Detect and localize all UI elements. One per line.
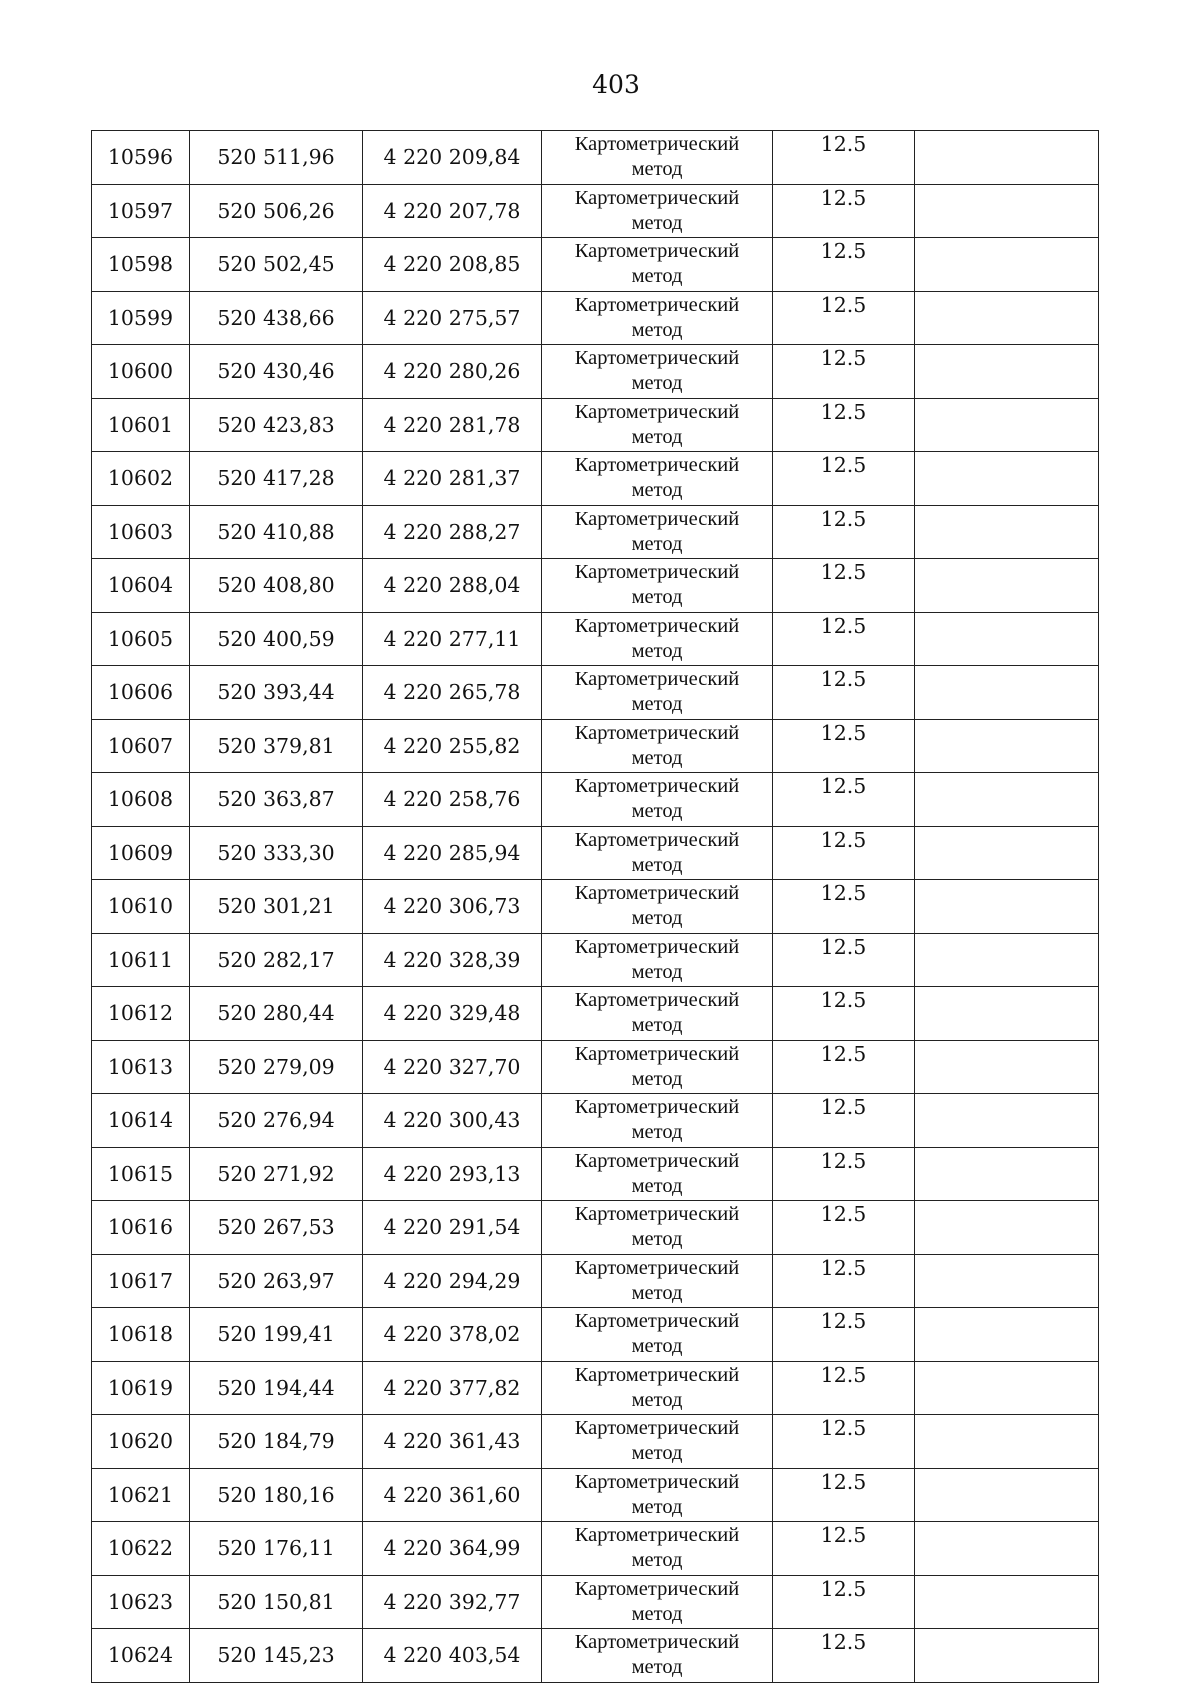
x-coordinate-cell: 520 267,53 xyxy=(190,1201,363,1255)
method-cell xyxy=(542,1094,773,1148)
note-cell xyxy=(915,1522,1099,1576)
point-number-cell: 10617 xyxy=(92,1254,190,1308)
y-coordinate-cell: 4 220 306,73 xyxy=(363,880,542,934)
table-row xyxy=(92,933,1099,987)
accuracy-cell: 12.5 xyxy=(773,1575,915,1629)
point-number-cell: 10610 xyxy=(92,880,190,934)
x-coordinate-cell: 520 400,59 xyxy=(190,612,363,666)
method-cell xyxy=(542,987,773,1041)
y-coordinate-cell: 4 220 258,76 xyxy=(363,773,542,827)
accuracy-cell: 12.5 xyxy=(773,559,915,613)
accuracy-cell: 12.5 xyxy=(773,1522,915,1576)
method-cell xyxy=(542,826,773,880)
method-line-2: метод xyxy=(631,1281,683,1304)
method-line-2: метод xyxy=(631,639,683,662)
table-row xyxy=(92,612,1099,666)
method-line-1: Картометрический xyxy=(574,293,740,316)
y-coordinate-cell: 4 220 392,77 xyxy=(363,1575,542,1629)
x-coordinate-cell: 520 276,94 xyxy=(190,1094,363,1148)
point-number-cell: 10600 xyxy=(92,345,190,399)
x-coordinate-cell: 520 150,81 xyxy=(190,1575,363,1629)
table-row xyxy=(92,1094,1099,1148)
table-row xyxy=(92,505,1099,559)
method-cell xyxy=(542,612,773,666)
point-number-cell: 10623 xyxy=(92,1575,190,1629)
method-line-1: Картометрический xyxy=(574,721,740,744)
page-number: 403 xyxy=(592,70,640,99)
note-cell xyxy=(915,1201,1099,1255)
method-line-1: Картометрический xyxy=(574,1363,740,1386)
note-cell xyxy=(915,1468,1099,1522)
method-line-1: Картометрический xyxy=(574,347,740,369)
y-coordinate-cell: 4 220 293,13 xyxy=(363,1147,542,1201)
method-line-2: метод xyxy=(631,1656,683,1678)
table-row xyxy=(92,666,1099,720)
x-coordinate-cell: 520 282,17 xyxy=(190,933,363,987)
note-cell xyxy=(915,1040,1099,1094)
table-row xyxy=(92,131,1099,185)
x-coordinate-cell: 520 417,28 xyxy=(190,452,363,506)
method-cell xyxy=(542,1522,773,1576)
x-coordinate-cell: 520 363,87 xyxy=(190,773,363,827)
point-number-cell: 10622 xyxy=(92,1522,190,1576)
note-cell xyxy=(915,826,1099,880)
point-number-cell: 10616 xyxy=(92,1201,190,1255)
accuracy-cell: 12.5 xyxy=(773,345,915,399)
method-line-1: Картометрический xyxy=(574,1310,740,1332)
y-coordinate-cell: 4 220 300,43 xyxy=(363,1094,542,1148)
method-line-2: метод xyxy=(631,586,683,608)
point-number-cell: 10613 xyxy=(92,1040,190,1094)
accuracy-cell: 12.5 xyxy=(773,826,915,880)
method-cell xyxy=(542,505,773,559)
method-cell xyxy=(542,452,773,506)
y-coordinate-cell: 4 220 288,04 xyxy=(363,559,542,613)
y-coordinate-cell: 4 220 281,78 xyxy=(363,398,542,452)
point-number-cell: 10603 xyxy=(92,505,190,559)
point-number-cell: 10597 xyxy=(92,184,190,238)
method-line-2: метод xyxy=(631,1549,683,1571)
table-row xyxy=(92,1468,1099,1522)
x-coordinate-cell: 520 145,23 xyxy=(190,1629,363,1683)
x-coordinate-cell: 520 280,44 xyxy=(190,987,363,1041)
note-cell xyxy=(915,880,1099,934)
point-number-cell: 10604 xyxy=(92,559,190,613)
method-line-1: Картометрический xyxy=(574,1470,740,1493)
point-number-cell: 10601 xyxy=(92,398,190,452)
note-cell xyxy=(915,238,1099,292)
point-number-cell: 10614 xyxy=(92,1094,190,1148)
accuracy-cell: 12.5 xyxy=(773,505,915,559)
method-cell xyxy=(542,131,773,185)
y-coordinate-cell: 4 220 364,99 xyxy=(363,1522,542,1576)
accuracy-cell: 12.5 xyxy=(773,238,915,292)
table-row xyxy=(92,1308,1099,1362)
x-coordinate-cell: 520 194,44 xyxy=(190,1361,363,1415)
table-row xyxy=(92,773,1099,827)
y-coordinate-cell: 4 220 378,02 xyxy=(363,1308,542,1362)
method-line-2: метод xyxy=(631,853,683,876)
note-cell xyxy=(915,452,1099,506)
x-coordinate-cell: 520 438,66 xyxy=(190,291,363,345)
method-cell xyxy=(542,238,773,292)
accuracy-cell: 12.5 xyxy=(773,773,915,827)
accuracy-cell: 12.5 xyxy=(773,452,915,506)
coordinates-table xyxy=(91,130,1099,1683)
method-line-1: Картометрический xyxy=(574,186,740,209)
method-cell xyxy=(542,880,773,934)
table-row xyxy=(92,238,1099,292)
point-number-cell: 10619 xyxy=(92,1361,190,1415)
accuracy-cell: 12.5 xyxy=(773,1361,915,1415)
method-line-2: метод xyxy=(631,265,683,287)
note-cell xyxy=(915,184,1099,238)
point-number-cell: 10607 xyxy=(92,719,190,773)
table-row xyxy=(92,1522,1099,1576)
method-line-1: Картометрический xyxy=(574,935,740,958)
x-coordinate-cell: 520 379,81 xyxy=(190,719,363,773)
y-coordinate-cell: 4 220 288,27 xyxy=(363,505,542,559)
accuracy-cell: 12.5 xyxy=(773,666,915,720)
method-line-1: Картометрический xyxy=(574,1524,740,1546)
method-cell xyxy=(542,1201,773,1255)
table-row xyxy=(92,452,1099,506)
method-cell xyxy=(542,666,773,720)
x-coordinate-cell: 520 263,97 xyxy=(190,1254,363,1308)
point-number-cell: 10609 xyxy=(92,826,190,880)
method-line-1: Картометрический xyxy=(574,1256,740,1279)
table-row xyxy=(92,826,1099,880)
method-cell xyxy=(542,1468,773,1522)
note-cell xyxy=(915,1629,1099,1683)
accuracy-cell: 12.5 xyxy=(773,1147,915,1201)
y-coordinate-cell: 4 220 209,84 xyxy=(363,131,542,185)
y-coordinate-cell: 4 220 281,37 xyxy=(363,452,542,506)
method-line-2: метод xyxy=(631,1014,683,1036)
point-number-cell: 10598 xyxy=(92,238,190,292)
method-cell xyxy=(542,398,773,452)
method-cell xyxy=(542,1040,773,1094)
method-line-2: метод xyxy=(631,479,683,501)
y-coordinate-cell: 4 220 294,29 xyxy=(363,1254,542,1308)
method-line-2: метод xyxy=(631,1388,683,1411)
note-cell xyxy=(915,933,1099,987)
method-line-2: метод xyxy=(631,211,683,234)
point-number-cell: 10621 xyxy=(92,1468,190,1522)
note-cell xyxy=(915,131,1099,185)
point-number-cell: 10608 xyxy=(92,773,190,827)
method-line-2: метод xyxy=(631,1174,683,1197)
point-number-cell: 10596 xyxy=(92,131,190,185)
note-cell xyxy=(915,1254,1099,1308)
accuracy-cell: 12.5 xyxy=(773,880,915,934)
y-coordinate-cell: 4 220 208,85 xyxy=(363,238,542,292)
note-cell xyxy=(915,987,1099,1041)
method-cell xyxy=(542,1415,773,1469)
note-cell xyxy=(915,666,1099,720)
point-number-cell: 10615 xyxy=(92,1147,190,1201)
method-line-2: метод xyxy=(631,425,683,448)
method-line-1: Картометрический xyxy=(574,614,740,637)
method-line-1: Картометрический xyxy=(574,828,740,851)
method-line-2: метод xyxy=(631,1495,683,1518)
table-row xyxy=(92,719,1099,773)
note-cell xyxy=(915,1415,1099,1469)
table-row xyxy=(92,1147,1099,1201)
accuracy-cell: 12.5 xyxy=(773,291,915,345)
y-coordinate-cell: 4 220 275,57 xyxy=(363,291,542,345)
accuracy-cell: 12.5 xyxy=(773,933,915,987)
method-line-1: Картометрический xyxy=(574,1631,740,1653)
method-cell xyxy=(542,1147,773,1201)
note-cell xyxy=(915,291,1099,345)
method-line-2: метод xyxy=(631,1228,683,1250)
method-line-2: метод xyxy=(631,693,683,715)
point-number-cell: 10602 xyxy=(92,452,190,506)
method-line-1: Картометрический xyxy=(574,989,740,1011)
accuracy-cell: 12.5 xyxy=(773,398,915,452)
y-coordinate-cell: 4 220 277,11 xyxy=(363,612,542,666)
x-coordinate-cell: 520 393,44 xyxy=(190,666,363,720)
method-line-2: метод xyxy=(631,318,683,341)
table-row xyxy=(92,1629,1099,1683)
x-coordinate-cell: 520 279,09 xyxy=(190,1040,363,1094)
note-cell xyxy=(915,719,1099,773)
y-coordinate-cell: 4 220 255,82 xyxy=(363,719,542,773)
method-cell xyxy=(542,1254,773,1308)
method-line-2: метод xyxy=(631,372,683,394)
note-cell xyxy=(915,1094,1099,1148)
method-line-1: Картометрический xyxy=(574,240,740,262)
method-cell xyxy=(542,184,773,238)
method-cell xyxy=(542,1308,773,1362)
method-line-2: метод xyxy=(631,1335,683,1357)
x-coordinate-cell: 520 410,88 xyxy=(190,505,363,559)
method-line-2: метод xyxy=(631,1121,683,1143)
x-coordinate-cell: 520 333,30 xyxy=(190,826,363,880)
note-cell xyxy=(915,773,1099,827)
x-coordinate-cell: 520 176,11 xyxy=(190,1522,363,1576)
x-coordinate-cell: 520 271,92 xyxy=(190,1147,363,1201)
accuracy-cell: 12.5 xyxy=(773,719,915,773)
method-cell xyxy=(542,345,773,399)
x-coordinate-cell: 520 511,96 xyxy=(190,131,363,185)
x-coordinate-cell: 520 184,79 xyxy=(190,1415,363,1469)
y-coordinate-cell: 4 220 285,94 xyxy=(363,826,542,880)
method-line-1: Картометрический xyxy=(574,561,740,583)
x-coordinate-cell: 520 199,41 xyxy=(190,1308,363,1362)
accuracy-cell: 12.5 xyxy=(773,1040,915,1094)
accuracy-cell: 12.5 xyxy=(773,1468,915,1522)
y-coordinate-cell: 4 220 361,60 xyxy=(363,1468,542,1522)
accuracy-cell: 12.5 xyxy=(773,612,915,666)
coordinates-table-body xyxy=(92,131,1099,1683)
method-line-1: Картометрический xyxy=(574,400,740,423)
accuracy-cell: 12.5 xyxy=(773,1254,915,1308)
point-number-cell: 10605 xyxy=(92,612,190,666)
point-number-cell: 10611 xyxy=(92,933,190,987)
point-number-cell: 10620 xyxy=(92,1415,190,1469)
y-coordinate-cell: 4 220 403,54 xyxy=(363,1629,542,1683)
table-row xyxy=(92,1415,1099,1469)
method-line-2: метод xyxy=(631,800,683,822)
note-cell xyxy=(915,505,1099,559)
method-cell xyxy=(542,773,773,827)
method-line-2: метод xyxy=(631,1602,683,1625)
method-line-2: метод xyxy=(631,907,683,929)
y-coordinate-cell: 4 220 265,78 xyxy=(363,666,542,720)
note-cell xyxy=(915,1308,1099,1362)
method-line-2: метод xyxy=(631,158,683,180)
method-line-1: Картометрический xyxy=(574,668,740,690)
accuracy-cell: 12.5 xyxy=(773,1308,915,1362)
method-cell xyxy=(542,1629,773,1683)
method-line-2: метод xyxy=(631,960,683,983)
table-row xyxy=(92,987,1099,1041)
table-row xyxy=(92,1254,1099,1308)
accuracy-cell: 12.5 xyxy=(773,1629,915,1683)
point-number-cell: 10606 xyxy=(92,666,190,720)
method-cell xyxy=(542,1361,773,1415)
method-line-1: Картометрический xyxy=(574,507,740,530)
table-row xyxy=(92,1201,1099,1255)
table-row xyxy=(92,559,1099,613)
y-coordinate-cell: 4 220 361,43 xyxy=(363,1415,542,1469)
accuracy-cell: 12.5 xyxy=(773,184,915,238)
y-coordinate-cell: 4 220 327,70 xyxy=(363,1040,542,1094)
note-cell xyxy=(915,345,1099,399)
method-line-1: Картометрический xyxy=(574,1042,740,1065)
x-coordinate-cell: 520 430,46 xyxy=(190,345,363,399)
method-line-2: метод xyxy=(631,1067,683,1090)
accuracy-cell: 12.5 xyxy=(773,987,915,1041)
accuracy-cell: 12.5 xyxy=(773,1094,915,1148)
table-row xyxy=(92,1575,1099,1629)
accuracy-cell: 12.5 xyxy=(773,131,915,185)
x-coordinate-cell: 520 180,16 xyxy=(190,1468,363,1522)
point-number-cell: 10618 xyxy=(92,1308,190,1362)
method-line-1: Картометрический xyxy=(574,775,740,797)
table-row xyxy=(92,291,1099,345)
table-row xyxy=(92,184,1099,238)
x-coordinate-cell: 520 502,45 xyxy=(190,238,363,292)
note-cell xyxy=(915,559,1099,613)
x-coordinate-cell: 520 423,83 xyxy=(190,398,363,452)
point-number-cell: 10624 xyxy=(92,1629,190,1683)
table-row xyxy=(92,880,1099,934)
y-coordinate-cell: 4 220 329,48 xyxy=(363,987,542,1041)
accuracy-cell: 12.5 xyxy=(773,1415,915,1469)
y-coordinate-cell: 4 220 377,82 xyxy=(363,1361,542,1415)
point-number-cell: 10599 xyxy=(92,291,190,345)
note-cell xyxy=(915,1575,1099,1629)
method-line-1: Картометрический xyxy=(574,1577,740,1600)
x-coordinate-cell: 520 301,21 xyxy=(190,880,363,934)
table-row xyxy=(92,398,1099,452)
method-cell xyxy=(542,291,773,345)
method-line-2: метод xyxy=(631,532,683,555)
note-cell xyxy=(915,1361,1099,1415)
y-coordinate-cell: 4 220 291,54 xyxy=(363,1201,542,1255)
method-line-1: Картометрический xyxy=(574,1096,740,1118)
note-cell xyxy=(915,1147,1099,1201)
method-cell xyxy=(542,719,773,773)
method-line-2: метод xyxy=(631,746,683,769)
y-coordinate-cell: 4 220 280,26 xyxy=(363,345,542,399)
method-line-1: Картометрический xyxy=(574,133,740,155)
accuracy-cell: 12.5 xyxy=(773,1201,915,1255)
table-row xyxy=(92,1040,1099,1094)
method-cell xyxy=(542,933,773,987)
note-cell xyxy=(915,398,1099,452)
method-cell xyxy=(542,1575,773,1629)
y-coordinate-cell: 4 220 328,39 xyxy=(363,933,542,987)
method-line-1: Картометрический xyxy=(574,882,740,904)
method-line-1: Картометрический xyxy=(574,1417,740,1439)
table-row xyxy=(92,345,1099,399)
method-line-2: метод xyxy=(631,1442,683,1464)
method-cell xyxy=(542,559,773,613)
y-coordinate-cell: 4 220 207,78 xyxy=(363,184,542,238)
method-line-1: Картометрический xyxy=(574,1203,740,1225)
method-line-1: Картометрический xyxy=(574,1149,740,1172)
x-coordinate-cell: 520 506,26 xyxy=(190,184,363,238)
method-line-1: Картометрический xyxy=(574,454,740,476)
point-number-cell: 10612 xyxy=(92,987,190,1041)
table-row xyxy=(92,1361,1099,1415)
x-coordinate-cell: 520 408,80 xyxy=(190,559,363,613)
note-cell xyxy=(915,612,1099,666)
